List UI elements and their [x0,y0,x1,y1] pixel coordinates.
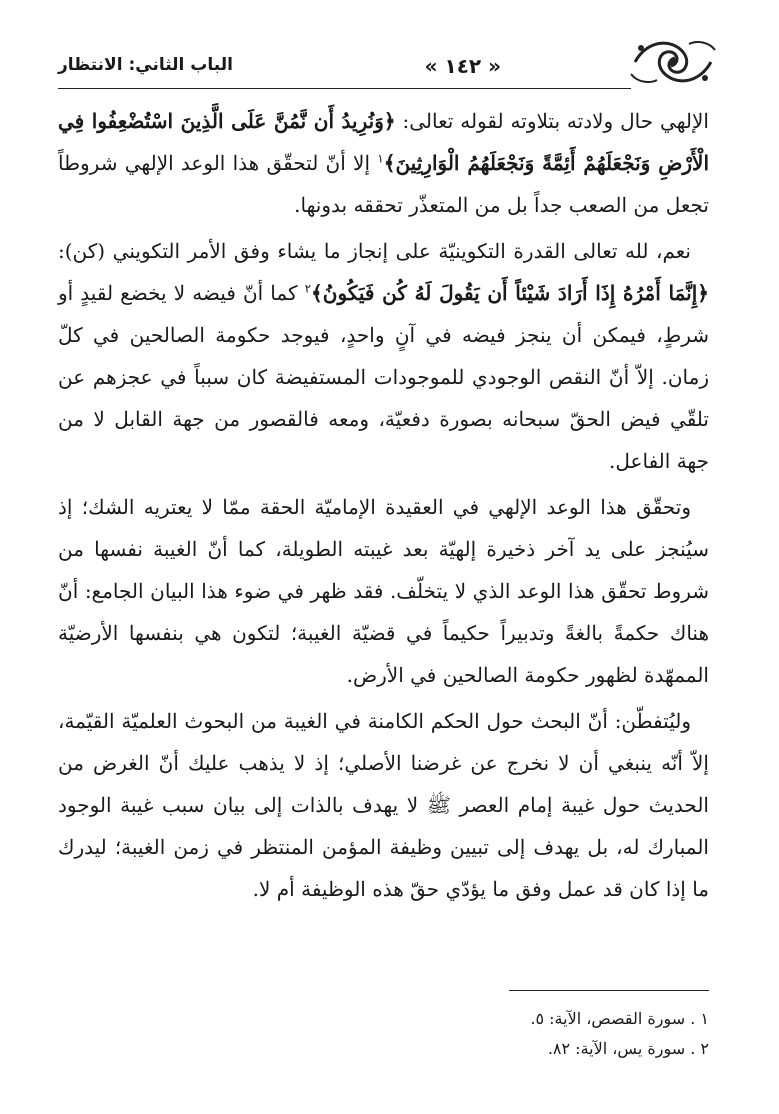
footnote-divider [509,990,709,991]
floral-ornament-icon [627,34,719,90]
quran-verse-1: ﴿وَنُرِيدُ أَن نَّمُنَّ عَلَى الَّذِينَ اسْتُضْعِفُوا فِي الْأَرْضِ وَنَجْعَلَهُمْ أَئِمَّةً وَنَجْعَلَهُمُ الْوَارِثِينَ﴾ [58,109,710,175]
footnotes [58,1004,709,1064]
paragraph-2 [58,230,709,482]
paragraph-1-tail: إلا أنّ لتحقّق هذا الوعد الإلهي شروطاً تجعل من الصعب جداً بل من المتعذّر تحققه بدونها. [58,151,709,217]
header-divider [58,88,631,89]
paragraph-2-tail: كما أنّ فيضه لا يخضع لقيدٍ أو شرطٍ، فيمكن أن ينجز فيضه في آنٍ واحدٍ، فيوجد حكومة الصالحين في كلّ زمان. إلاّ أنّ النقص الوجودي للموجودات المستفيضة كان سبباً في عجزهم عن تلقّي فيض الحقّ سبحانه بصورة دفعيّة، ومعه فالقصور من جهة القابل لا من جهة الفاعل. [58,281,709,473]
page-header [58,40,711,96]
paragraph-1 [58,100,709,226]
page-number: « ١٤٢ » [424,54,501,78]
footnote-1: ١ . سورة القصص، الآية: ٥. [530,1009,709,1028]
paragraph-3: وتحقّق هذا الوعد الإلهي في العقيدة الإماميّة الحقة ممّا لا يعتريه الشك؛ إذ سيُنجز على يد آخر ذخيرة إلهيّة بعد غيبته الطويلة، كما أنّ الغيبة نفسها من شروط تحقّق هذا الوعد الذي لا يتخلّف. فقد ظهر في ضوء هذا البيان الجامع: أنّ هناك حكمةً بالغةً وتدبيراً حكيماً في قضيّة الغيبة؛ لتكون هي بنفسها الأرضيّة الممهّدة لظهور حكومة الصالحين في الأرض. [58,495,709,687]
chapter-title: الباب الثاني: الانتظار [58,55,233,75]
paragraph-4: وليُتفطّن: أنّ البحث حول الحكم الكامنة في الغيبة من البحوث العلميّة القيّمة، إلاّ أنّه ينبغي أن لا نخرج عن غرضنا الأصلي؛ إذ لا يذهب عليك أنّ الغرض من الحديث حول غيبة إمام العصر ﷺ لا يهدف بالذات إلى بيان سبب غيبة الوجود المبارك له، بل يهدف إلى تبيين وظيفة المؤمن المنتظر في زمن الغيبة؛ ليدرك ما إذا كان قد عمل وفق ما يؤدّي حقّ هذه الوظيفة أم لا. [58,709,709,901]
paragraph-2-lead: نعم، لله تعالى القدرة التكوينيّة على إنجاز ما يشاء وفق الأمر التكويني (كن): [58,239,691,263]
quran-verse-2: ﴿إِنَّمَا أَمْرُهُ إِذَا أَرَادَ شَيْئاً أَن يَقُولَ لَهُ كُن فَيَكُونُ﴾ [311,281,709,305]
main-text [58,100,709,914]
footnote-ref-2[interactable]: ٢ [304,281,312,296]
paragraph-1-lead: الإلهي حال ولادته بتلاوته لقوله تعالى: [395,109,709,133]
footnote-2: ٢ . سورة يس، الآية: ٨٢. [547,1039,709,1058]
footnote-ref-1[interactable]: ١ [377,151,384,166]
